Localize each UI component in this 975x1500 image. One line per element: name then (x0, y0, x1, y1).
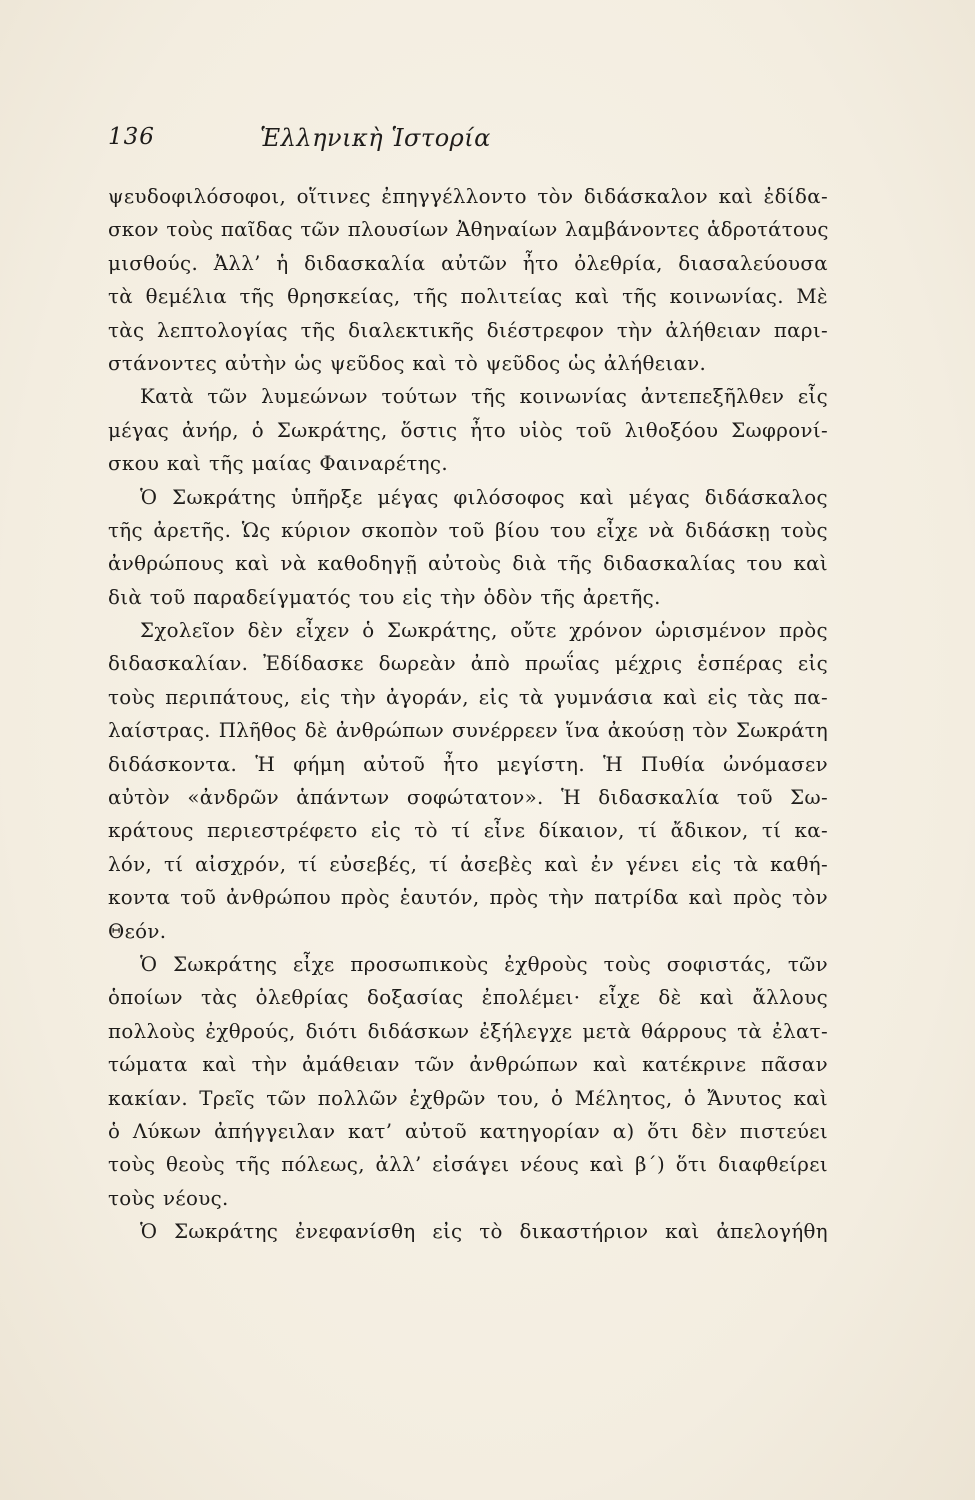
text-line: κοντα τοῦ ἀνθρώπου πρὸς ἑαυτόν, πρὸς τὴν πατρίδα καὶ πρὸς τὸν (108, 886, 828, 910)
text-line: σκον τοὺς παῖδας τῶν πλουσίων Ἀθηναίων λαμβάνοντες ἁδροτάτους (108, 218, 829, 242)
body-text (108, 180, 828, 1249)
page-header (108, 124, 828, 164)
running-title: Ἑλληνικὴ Ἱστορία (260, 124, 491, 152)
text-line: σκου καὶ τῆς μαίας Φαιναρέτης. (108, 452, 448, 476)
text-line: ὁποίων τὰς ὀλεθρίας δοξασίας ἐπολέμει· εἶχε δὲ καὶ ἄλλους (108, 986, 828, 1010)
text-line: διδασκαλίαν. Ἐδίδασκε δωρεὰν ἀπὸ πρωΐας μέχρις ἑσπέρας εἰς (108, 652, 828, 676)
text-line: τοὺς περιπάτους, εἰς τὴν ἀγοράν, εἰς τὰ γυμνάσια καὶ εἰς τὰς πα- (108, 685, 828, 709)
text-line: λαίστρας. Πλῆθος δὲ ἀνθρώπων συνέρρεεν ἵνα ἀκούσῃ τὸν Σωκράτη (108, 719, 828, 743)
text-line: πολλοὺς ἐχθρούς, διότι διδάσκων ἐξήλεγχε μετὰ θάρρους τὰ ἐλατ- (108, 1019, 828, 1043)
text-line: Ὁ Σωκράτης ὑπῆρξε μέγας φιλόσοφος καὶ μέγας διδάσκαλος (140, 485, 828, 509)
text-line: διδάσκοντα. Ἡ φήμη αὐτοῦ ἦτο μεγίστη. Ἡ Πυθία ὠνόμασεν (108, 752, 828, 776)
text-line: μέγας ἀνήρ, ὁ Σωκράτης, ὅστις ἦτο υἱὸς τοῦ λιθοξόου Σωφρονί- (108, 418, 828, 442)
text-line: Ὁ Σωκράτης ἐνεφανίσθη εἰς τὸ δικαστήριον καὶ ἀπελογήθη (140, 1220, 828, 1244)
text-line: Θεόν. (108, 919, 167, 943)
text-line: μισθούς. Ἀλλ’ ἡ διδασκαλία αὐτῶν ἦτο ὀλεθρία, διασαλεύουσα (108, 251, 828, 275)
text-line: κράτους περιεστρέφετο εἰς τὸ τί εἶνε δίκαιον, τί ἄδικον, τί κα- (108, 819, 828, 843)
page-number: 136 (108, 124, 155, 150)
text-line: ἀνθρώπους καὶ νὰ καθοδηγῇ αὐτοὺς διὰ τῆς διδασκαλίας του καὶ (108, 552, 828, 576)
text-line: τὰς λεπτολογίας τῆς διαλεκτικῆς διέστρεφον τὴν ἀλήθειαν παρι- (108, 318, 828, 342)
text-line: Ὁ Σωκράτης εἶχε προσωπικοὺς ἐχθροὺς τοὺς σοφιστάς, τῶν (140, 952, 828, 976)
text-line: ψευδοφιλόσοφοι, οἵτινες ἐπηγγέλλοντο τὸν διδάσκαλον καὶ ἐδίδα- (108, 185, 828, 208)
text-line: Κατὰ τῶν λυμεώνων τούτων τῆς κοινωνίας ἀντεπεξῆλθεν εἷς (140, 385, 828, 409)
text-line: λόν, τί αἰσχρόν, τί εὐσεβές, τί ἀσεβὲς καὶ ἐν γένει εἰς τὰ καθή- (108, 852, 828, 876)
text-line: τῆς ἀρετῆς. Ὡς κύριον σκοπὸν τοῦ βίου του εἶχε νὰ διδάσκῃ τοὺς (108, 518, 828, 542)
text-line: διὰ τοῦ παραδείγματός του εἰς τὴν ὁδὸν τῆς ἀρετῆς. (108, 585, 661, 609)
text-line: τώματα καὶ τὴν ἀμάθειαν τῶν ἀνθρώπων καὶ κατέκρινε πᾶσαν (108, 1053, 828, 1077)
text-line: τοὺς νέους. (108, 1186, 229, 1210)
text-line: ὁ Λύκων ἀπήγγειλαν κατ’ αὐτοῦ κατηγορίαν α) ὅτι δὲν πιστεύει (108, 1119, 828, 1143)
text-line: Σχολεῖον δὲν εἶχεν ὁ Σωκράτης, οὔτε χρόνον ὡρισμένον πρὸς (140, 619, 828, 643)
text-line: αὐτὸν «ἀνδρῶν ἁπάντων σοφώτατον». Ἡ διδασκαλία τοῦ Σω- (108, 786, 828, 810)
text-line: στάνοντες αὐτὴν ὡς ψεῦδος καὶ τὸ ψεῦδος ὡς ἀλήθειαν. (108, 351, 707, 375)
text-line: τὰ θεμέλια τῆς θρησκείας, τῆς πολιτείας καὶ τῆς κοινωνίας. Μὲ (108, 285, 828, 309)
text-line: τοὺς θεοὺς τῆς πόλεως, ἀλλ’ εἰσάγει νέους καὶ β΄) ὅτι διαφθείρει (108, 1153, 828, 1177)
text-line: κακίαν. Τρεῖς τῶν πολλῶν ἐχθρῶν του, ὁ Μέλητος, ὁ Ἄνυτος καὶ (108, 1086, 828, 1110)
